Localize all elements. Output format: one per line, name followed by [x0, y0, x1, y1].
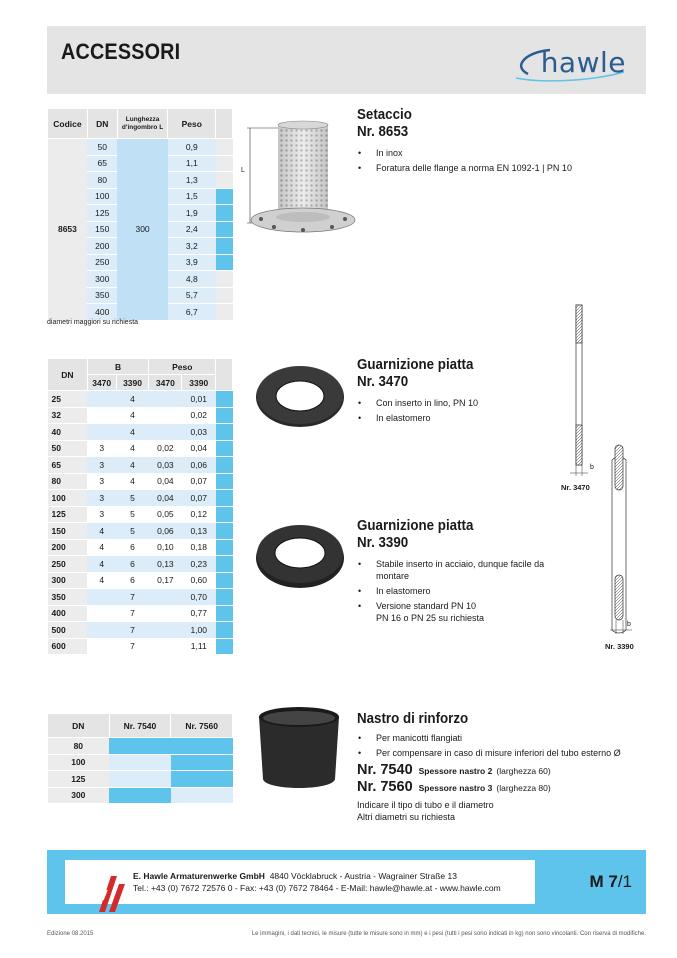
- logo-text: hawle: [540, 46, 626, 79]
- nastro-bullet: • Per compensare in caso di misure inferiori del tubo esterno Ø: [357, 747, 657, 759]
- page-number: M 7/1: [589, 872, 632, 891]
- footer-contact-line: Tel.: +43 (0) 7672 72576 0 - Fax: +43 (0) 7672 78464 - E-Mail: hawle@hawle.at - www.hawle.com: [133, 883, 501, 893]
- value-cell: [87, 638, 116, 655]
- value-cell: 0,04: [149, 490, 182, 507]
- marker-cell: [216, 506, 233, 523]
- peso-cell: 5,7: [168, 287, 216, 304]
- marker-cell: [216, 254, 233, 271]
- cell-7560: [171, 771, 233, 788]
- value-cell: 0,70: [182, 589, 216, 606]
- table-row: [48, 424, 233, 441]
- gasket-3390-section: [357, 518, 577, 627]
- col-dn: DN: [87, 109, 117, 139]
- setaccio-bullet: • In inox: [357, 147, 637, 159]
- value-cell: 5: [116, 523, 149, 540]
- setaccio-note: diametri maggiori su richiesta: [47, 319, 139, 326]
- marker-cell: [216, 155, 233, 172]
- table-row: [48, 754, 233, 771]
- dn-cell: 150: [48, 523, 88, 540]
- dim-l-label: L: [241, 167, 245, 174]
- table-row: [48, 407, 233, 424]
- gasket-3470-image: [255, 363, 345, 428]
- col-dn: DN: [48, 359, 88, 391]
- peso-cell: 1,9: [168, 205, 216, 222]
- page-header: [47, 26, 646, 94]
- value-cell: 5: [116, 490, 149, 507]
- setaccio-table: [47, 108, 233, 321]
- setaccio-section: [357, 107, 637, 177]
- value-cell: 3: [87, 490, 116, 507]
- dn-cell: 125: [48, 771, 110, 788]
- marker-cell: [216, 304, 233, 321]
- marker-cell: [216, 238, 233, 255]
- marker-cell: [216, 139, 233, 156]
- value-cell: 0,12: [182, 506, 216, 523]
- value-cell: 0,13: [149, 556, 182, 573]
- value-cell: 4: [116, 473, 149, 490]
- nastro-7560: Nr. 7560 Spessore nastro 3 (larghezza 80): [357, 779, 551, 795]
- value-cell: 0,03: [182, 424, 216, 441]
- lunghezza-cell: 300: [117, 139, 168, 321]
- value-cell: 0,04: [182, 440, 216, 457]
- table-row: [48, 391, 233, 408]
- peso-cell: 6,7: [168, 304, 216, 321]
- gasket-3390-bullet: • Versione standard PN 10 PN 16 o PN 25 su richiesta: [357, 600, 577, 624]
- value-cell: 4: [87, 539, 116, 556]
- dn-cell: 250: [87, 254, 117, 271]
- marker-cell: [216, 572, 233, 589]
- footer: [47, 850, 646, 914]
- value-cell: 0,23: [182, 556, 216, 573]
- peso-cell: 3,9: [168, 254, 216, 271]
- drawing-label-3390: Nr. 3390: [605, 642, 634, 651]
- gasket-3390-image: [255, 520, 345, 590]
- marker-cell: [216, 490, 233, 507]
- marker-cell: [216, 539, 233, 556]
- value-cell: 5: [116, 506, 149, 523]
- table-row: [48, 589, 233, 606]
- dn-cell: 350: [48, 589, 88, 606]
- value-cell: 4: [116, 424, 149, 441]
- marker-cell: [216, 271, 233, 288]
- value-cell: 4: [116, 407, 149, 424]
- marker-cell: [216, 523, 233, 540]
- value-cell: 4: [116, 440, 149, 457]
- dn-cell: 65: [48, 457, 88, 474]
- table-row: [48, 638, 233, 655]
- value-cell: [87, 391, 116, 408]
- value-cell: 0,05: [149, 506, 182, 523]
- marker-cell: [216, 589, 233, 606]
- value-cell: [87, 424, 116, 441]
- austria-label: AUSTRIA: [76, 877, 90, 901]
- value-cell: 4: [116, 457, 149, 474]
- value-cell: 0,10: [149, 539, 182, 556]
- peso-cell: 1,3: [168, 172, 216, 189]
- col-7560: Nr. 7560: [171, 714, 233, 738]
- nastro-note: Altri diametri su richiesta: [357, 812, 456, 822]
- table-row: [48, 572, 233, 589]
- value-cell: 0,60: [182, 572, 216, 589]
- value-cell: 0,18: [182, 539, 216, 556]
- cell-7540: [109, 754, 171, 771]
- value-cell: 3: [87, 473, 116, 490]
- col-peso-3390: 3390: [182, 375, 216, 391]
- col-dn: DN: [48, 714, 110, 738]
- value-cell: 7: [116, 589, 149, 606]
- table-row: [48, 605, 233, 622]
- dim-b-3470: b: [590, 464, 594, 471]
- value-cell: 0,02: [149, 440, 182, 457]
- nastro-section: [357, 711, 657, 823]
- dn-cell: 32: [48, 407, 88, 424]
- setaccio-bullet: • Foratura delle flange a norma EN 1092-1 | PN 10: [357, 162, 637, 174]
- table-row: [48, 457, 233, 474]
- value-cell: 0,07: [182, 473, 216, 490]
- cell-7540: [109, 738, 171, 755]
- marker-cell: [216, 188, 233, 205]
- dn-cell: 600: [48, 638, 88, 655]
- marker-cell: [216, 605, 233, 622]
- dn-cell: 25: [48, 391, 88, 408]
- value-cell: 6: [116, 572, 149, 589]
- footer-company-line: E. Hawle Armaturenwerke GmbH 4840 Vöcklabruck - Austria - Wagrainer Straße 13: [133, 871, 457, 881]
- peso-cell: 1,5: [168, 188, 216, 205]
- gasket-3470-title: Guarnizione piatta: [357, 357, 474, 373]
- gasket-3470-bullet: • Con inserto in lino, PN 10: [357, 397, 587, 409]
- value-cell: 6: [116, 539, 149, 556]
- cell-7560: [171, 787, 233, 804]
- dn-cell: 300: [48, 572, 88, 589]
- nastro-table: [47, 713, 233, 804]
- marker-cell: [216, 556, 233, 573]
- peso-cell: 2,4: [168, 221, 216, 238]
- col-b-3390: 3390: [116, 375, 149, 391]
- setaccio-image: [244, 118, 356, 238]
- nastro-image: [253, 703, 345, 793]
- dn-cell: 100: [48, 754, 110, 771]
- table-row: [48, 556, 233, 573]
- value-cell: [149, 589, 182, 606]
- value-cell: [149, 638, 182, 655]
- dn-cell: 100: [48, 490, 88, 507]
- col-b: B: [87, 359, 149, 375]
- col-peso: Peso: [149, 359, 216, 375]
- gasket-3390-bullet: • In elastomero: [357, 585, 577, 597]
- col-b-3470: 3470: [87, 375, 116, 391]
- dn-cell: 200: [87, 238, 117, 255]
- cell-7560: [171, 754, 233, 771]
- value-cell: 0,17: [149, 572, 182, 589]
- table-row: [48, 787, 233, 804]
- gasket-3390-title: Guarnizione piatta: [357, 518, 474, 534]
- gasket-3390-number: Nr. 3390: [357, 535, 409, 551]
- value-cell: [149, 407, 182, 424]
- dn-cell: 500: [48, 622, 88, 639]
- drawing-label-3470: Nr. 3470: [561, 483, 590, 492]
- value-cell: 1,00: [182, 622, 216, 639]
- marker-cell: [216, 391, 233, 408]
- dn-cell: 50: [87, 139, 117, 156]
- gasket-3470-section: [357, 357, 587, 427]
- marker-cell: [216, 407, 233, 424]
- setaccio-title: Setaccio: [357, 107, 412, 123]
- dn-cell: 50: [48, 440, 88, 457]
- value-cell: [149, 424, 182, 441]
- value-cell: [87, 407, 116, 424]
- setaccio-number: Nr. 8653: [357, 124, 409, 140]
- col-peso-3470: 3470: [149, 375, 182, 391]
- dn-cell: 400: [48, 605, 88, 622]
- peso-cell: 3,2: [168, 238, 216, 255]
- dn-cell: 65: [87, 155, 117, 172]
- dn-cell: 350: [87, 287, 117, 304]
- value-cell: 4: [116, 391, 149, 408]
- col-lunghezza: Lunghezza d'ingombro L: [117, 109, 168, 139]
- value-cell: 0,07: [182, 490, 216, 507]
- page-title: ACCESSORI: [61, 39, 181, 64]
- dn-cell: 200: [48, 539, 88, 556]
- dn-cell: 80: [48, 473, 88, 490]
- value-cell: 0,01: [182, 391, 216, 408]
- value-cell: 0,06: [182, 457, 216, 474]
- value-cell: [87, 589, 116, 606]
- value-cell: [87, 605, 116, 622]
- peso-cell: 1,1: [168, 155, 216, 172]
- value-cell: 0,77: [182, 605, 216, 622]
- austria-flag-icon: [95, 872, 127, 912]
- gasket-3390-bullet: • Stabile inserto in acciaio, dunque facile da montare: [357, 558, 577, 582]
- hawle-logo: [506, 44, 626, 84]
- dn-cell: 300: [87, 271, 117, 288]
- value-cell: [87, 622, 116, 639]
- dim-b-3390: b: [627, 621, 631, 628]
- value-cell: [149, 622, 182, 639]
- marker-cell: [216, 287, 233, 304]
- value-cell: [149, 605, 182, 622]
- value-cell: 3: [87, 440, 116, 457]
- disclaimer: Le immagini, i dati tecnici, le misure (tutte le misure sono in mm) e i pesi (tutti i pesi sono indicati in kg) non sono vincolanti. Con riserva di modifiche.: [251, 931, 646, 937]
- dn-cell: 400: [87, 304, 117, 321]
- value-cell: 4: [87, 572, 116, 589]
- section-drawings: [560, 300, 645, 660]
- nastro-title: Nastro di rinforzo: [357, 711, 469, 727]
- edition: Edizione 08.2015: [47, 931, 94, 937]
- table-row: [48, 139, 233, 156]
- value-cell: 0,04: [149, 473, 182, 490]
- nastro-bullet: • Per manicotti flangiati: [357, 732, 657, 744]
- value-cell: 0,03: [149, 457, 182, 474]
- dn-cell: 125: [87, 205, 117, 222]
- marker-cell: [216, 622, 233, 639]
- col-7540: Nr. 7540: [109, 714, 171, 738]
- peso-cell: 4,8: [168, 271, 216, 288]
- value-cell: 7: [116, 622, 149, 639]
- peso-cell: 0,9: [168, 139, 216, 156]
- dn-cell: 80: [87, 172, 117, 189]
- codice-cell: 8653: [48, 139, 88, 321]
- dn-cell: 80: [48, 738, 110, 755]
- gasket-3470-number: Nr. 3470: [357, 374, 409, 390]
- value-cell: 0,02: [182, 407, 216, 424]
- table-row: [48, 490, 233, 507]
- marker-cell: [216, 424, 233, 441]
- dn-cell: 250: [48, 556, 88, 573]
- cell-7560: [171, 738, 233, 755]
- dn-cell: 40: [48, 424, 88, 441]
- cell-7540: [109, 771, 171, 788]
- value-cell: 7: [116, 605, 149, 622]
- table-row: [48, 738, 233, 755]
- table-row: [48, 473, 233, 490]
- table-row: [48, 539, 233, 556]
- table-row: [48, 440, 233, 457]
- value-cell: 3: [87, 506, 116, 523]
- gasket-3470-bullet: • In elastomero: [357, 412, 587, 424]
- value-cell: 6: [116, 556, 149, 573]
- marker-cell: [216, 638, 233, 655]
- marker-cell: [216, 172, 233, 189]
- nastro-note: Indicare il tipo di tubo e il diametro: [357, 800, 494, 810]
- value-cell: 4: [87, 523, 116, 540]
- value-cell: 1,11: [182, 638, 216, 655]
- value-cell: 7: [116, 638, 149, 655]
- dn-cell: 150: [87, 221, 117, 238]
- value-cell: 4: [87, 556, 116, 573]
- table-row: [48, 771, 233, 788]
- marker-cell: [216, 473, 233, 490]
- value-cell: 3: [87, 457, 116, 474]
- dn-cell: 300: [48, 787, 110, 804]
- dn-cell: 125: [48, 506, 88, 523]
- dn-cell: 100: [87, 188, 117, 205]
- table-row: [48, 622, 233, 639]
- guarnizione-table: [47, 358, 233, 655]
- marker-cell: [216, 457, 233, 474]
- value-cell: [149, 391, 182, 408]
- table-row: [48, 506, 233, 523]
- value-cell: 0,06: [149, 523, 182, 540]
- nastro-7540: Nr. 7540 Spessore nastro 2 (larghezza 60): [357, 762, 551, 778]
- marker-cell: [216, 205, 233, 222]
- marker-cell: [216, 221, 233, 238]
- cell-7540: [109, 787, 171, 804]
- table-row: [48, 523, 233, 540]
- value-cell: 0,13: [182, 523, 216, 540]
- footer-contact-box: [65, 860, 535, 904]
- marker-cell: [216, 440, 233, 457]
- col-codice: Codice: [48, 109, 88, 139]
- col-peso: Peso: [168, 109, 216, 139]
